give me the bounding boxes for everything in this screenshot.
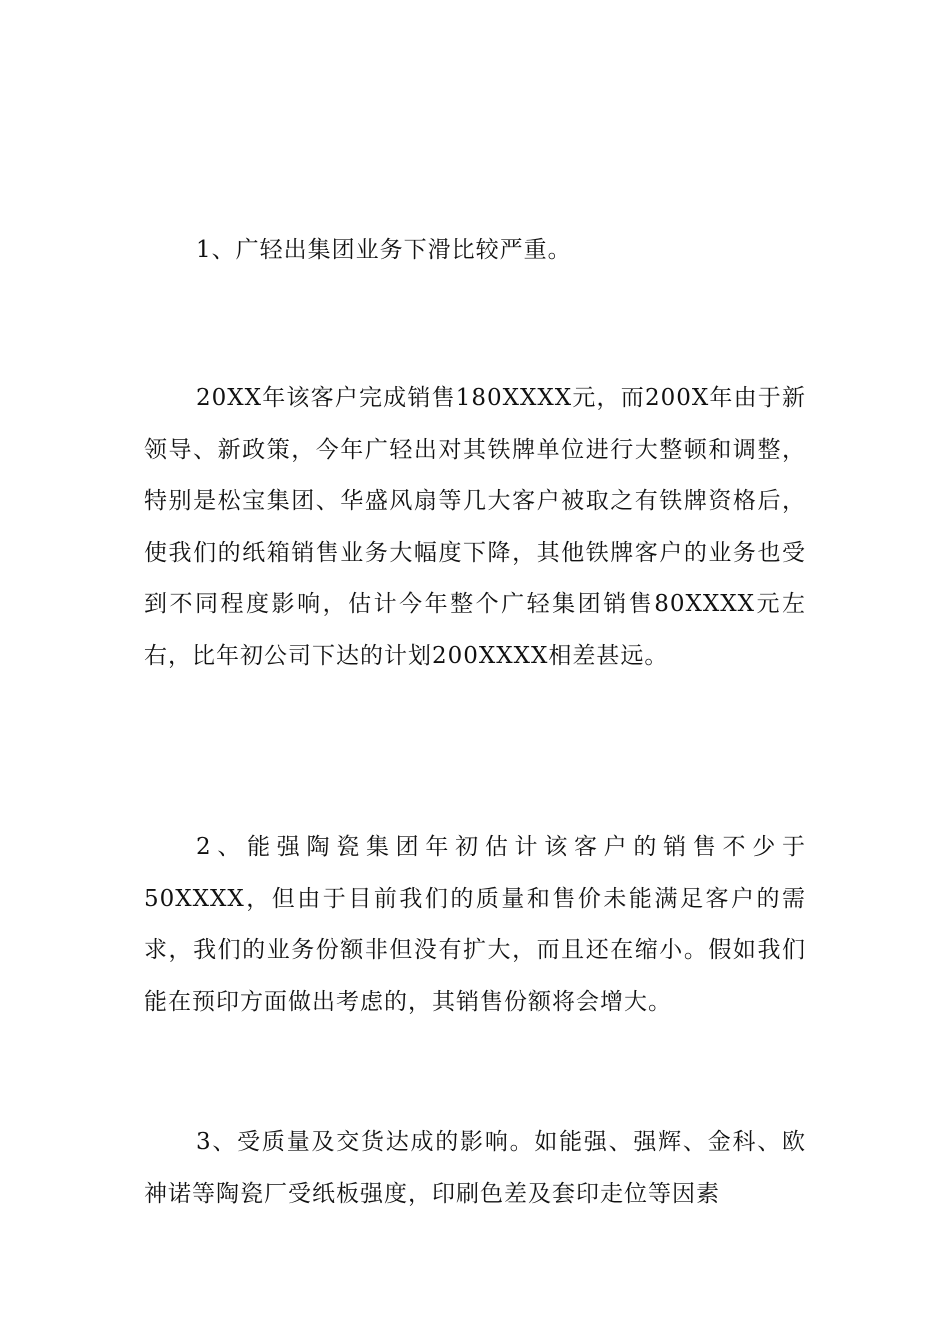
- paragraph-quality-delivery: 3、受质量及交货达成的影响。如能强、强辉、金科、欧神诺等陶瓷厂受纸板强度，印刷色差及套印走位等因素: [144, 1129, 806, 1207]
- paragraph-nengqiang-ceramics: 2、能强陶瓷集团年初估计该客户的销售不少于50XXXX，但由于目前我们的质量和售价未能满足客户的需求，我们的业务份额非但没有扩大，而且还在缩小。假如我们能在预印方面做出考虑的，其销售份额将会增大。: [144, 834, 806, 1015]
- paragraph-sales-details: 20XX年该客户完成销售180XXXX元，而200X年由于新领导、新政策，今年广轻出对其铁牌单位进行大整顿和调整，特别是松宝集团、华盛风扇等几大客户被取之有铁牌资格后，使我们的纸箱销售业务大幅度下降，其他铁牌客户的业务也受到不同程度影响，估计今年整个广轻集团销售80XXXX元左右，比年初公司下达的计划200XXXX相差甚远。: [144, 385, 806, 669]
- paragraph-guangqing-decline: 1、广轻出集团业务下滑比较严重。: [196, 237, 572, 263]
